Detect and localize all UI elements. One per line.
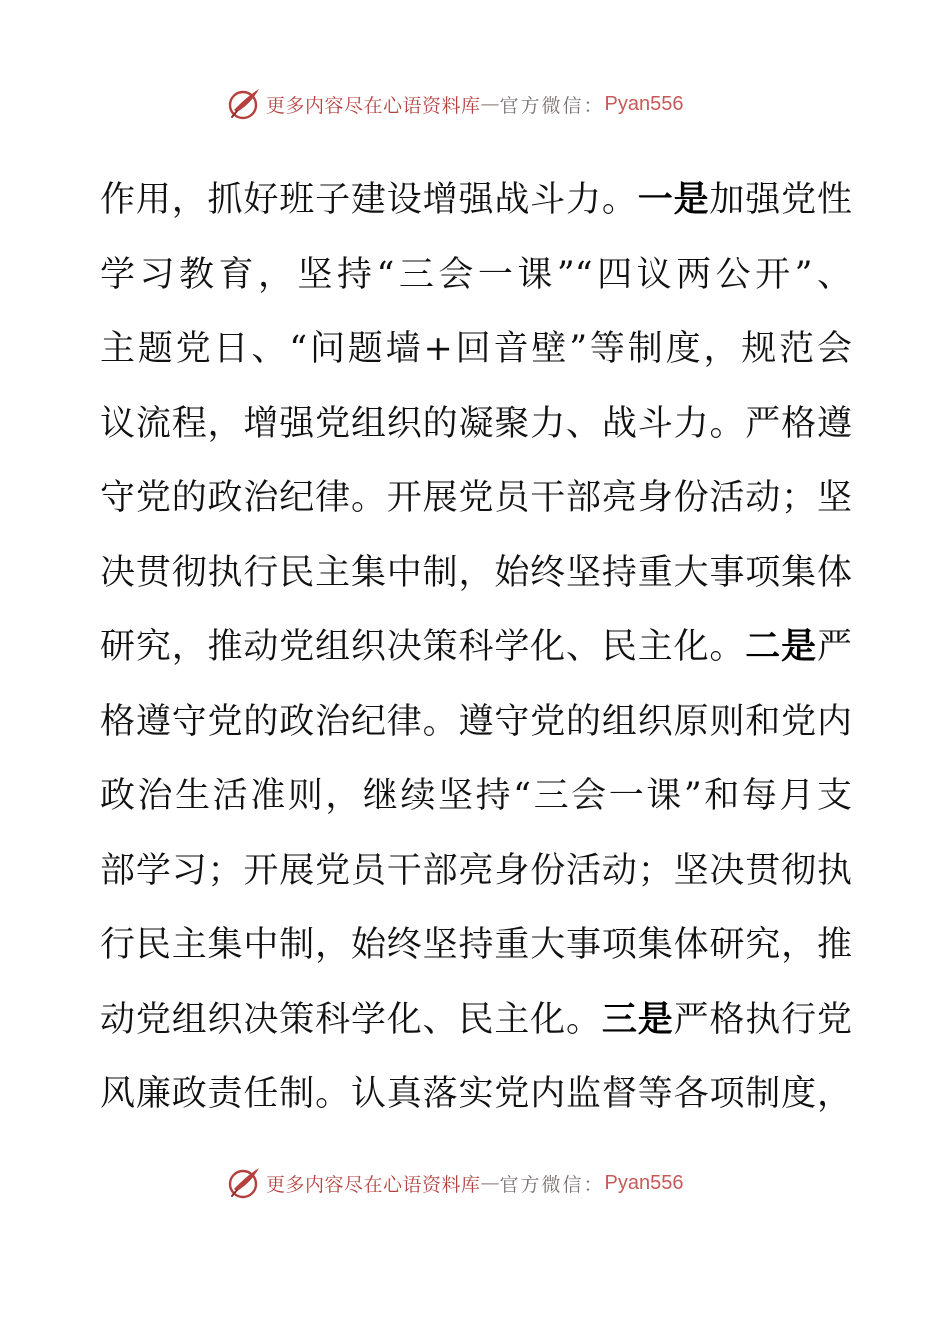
header-banner bbox=[226, 84, 684, 124]
text-line: 行民主集中制，始终坚持重大事项集体研究，推 bbox=[100, 925, 852, 965]
document-body bbox=[100, 170, 852, 1139]
text-line: 议流程，增强党组织的凝聚力、战斗力。严格遵 bbox=[100, 403, 852, 444]
site-name: 更多内容尽在心语资料库 bbox=[266, 1173, 481, 1196]
quill-logo-icon bbox=[226, 86, 262, 122]
separator-dash: — bbox=[480, 1172, 500, 1194]
wechat-label: 官方微信： bbox=[499, 1173, 605, 1196]
wechat-id: Pyan556 bbox=[604, 1171, 684, 1194]
bold-marker: 二是 bbox=[745, 627, 817, 667]
text-line: 政治生活准则，继续坚持“三会一课”和每月支 bbox=[100, 776, 852, 816]
text-line: 部学习；开展党员干部亮身份活动；坚决贯彻执 bbox=[100, 850, 852, 891]
separator-dash: — bbox=[480, 93, 500, 115]
wechat-label: 官方微信： bbox=[499, 94, 605, 117]
text-line: 格遵守党的政治纪律。遵守党的组织原则和党内 bbox=[100, 701, 852, 742]
quill-logo-icon bbox=[226, 1165, 262, 1201]
text-line: 研究，推动党组织决策科学化、民主化。二是严 bbox=[100, 627, 852, 667]
wechat-id: Pyan556 bbox=[604, 92, 684, 115]
text-line: 主题党日、“问题墙+回音壁”等制度，规范会 bbox=[100, 329, 852, 369]
bold-marker: 一是 bbox=[637, 180, 710, 220]
bold-marker: 三是 bbox=[601, 999, 674, 1040]
text-line: 作用，抓好班子建设增强战斗力。一是加强党性 bbox=[100, 180, 852, 220]
text-line: 守党的政治纪律。开展党员干部亮身份活动；坚 bbox=[100, 478, 852, 518]
site-name: 更多内容尽在心语资料库 bbox=[266, 94, 481, 117]
text-line: 学习教育，坚持“三会一课”“四议两公开”、 bbox=[100, 254, 852, 295]
text-line: 动党组织决策科学化、民主化。三是严格执行党 bbox=[100, 999, 852, 1040]
text-line: 决贯彻执行民主集中制，始终坚持重大事项集体 bbox=[100, 552, 852, 593]
text-line: 风廉政责任制。认真落实党内监督等各项制度， bbox=[100, 1074, 852, 1114]
footer-banner bbox=[226, 1163, 684, 1203]
